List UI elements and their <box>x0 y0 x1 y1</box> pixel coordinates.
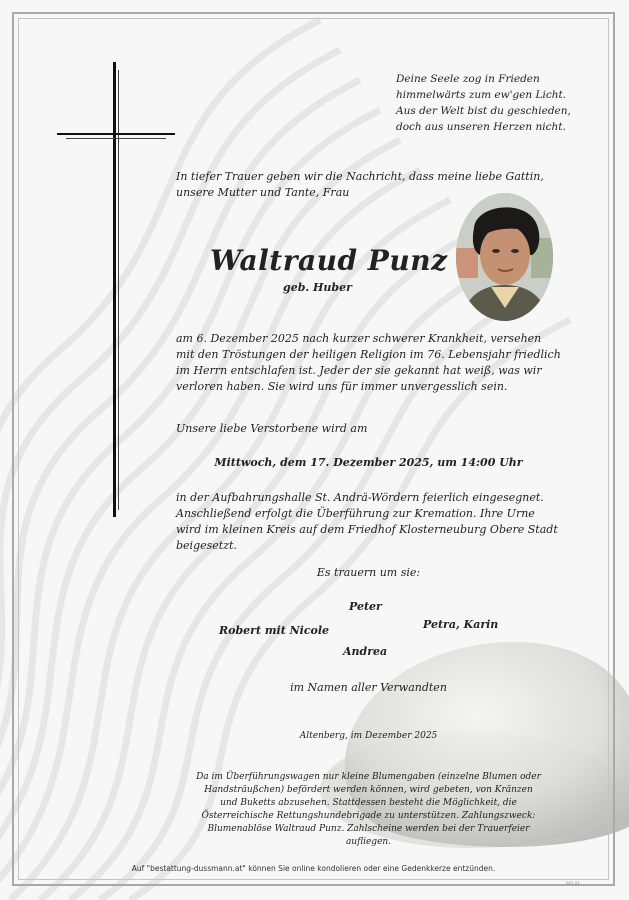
funeral-date: Mittwoch, dem 17. Dezember 2025, um 14:00 Uhr <box>214 456 523 469</box>
mourner-petra: Petra, Karin <box>423 618 499 631</box>
relatives-line: im Namen aller Verwandten <box>290 681 447 694</box>
place-date: Altenberg, im Dezember 2025 <box>299 731 438 741</box>
portrait-photo <box>456 193 553 321</box>
mourner-peter: Peter <box>349 600 382 613</box>
deceased-name: Waltraud Punz <box>210 244 448 277</box>
funeral-intro: Unsere liebe Verstorbene wird am <box>176 422 368 435</box>
mourner-robert: Robert mit Nicole <box>219 624 330 637</box>
print-code: 001.01 <box>566 881 580 886</box>
poem-line: doch aus unseren Herzen nicht. <box>396 121 566 133</box>
death-announcement: am 6. Dezember 2025 nach kurzer schwerer Krankheit, versehen mit den Tröstungen der heiligen Religion im 76. Lebensjahr friedlich im Herrn entschlafen ist. Jeder der sie gekannt hat weiß, was wir verloren haben. Sie wird uns für immer unvergesslich sein. <box>176 332 561 393</box>
poem-line: Aus der Welt bist du geschieden, <box>396 105 571 117</box>
cross-horizontal-bar <box>57 133 175 135</box>
condolence-footer: Auf "bestattung-dussmann.at" können Sie online kondolieren oder eine Gedenkkerze entzünden. <box>131 864 496 873</box>
mourner-andrea: Andrea <box>343 645 388 658</box>
portrait-illustration <box>456 193 553 321</box>
flower-donation-note: Da im Überführungswagen nur kleine Blumengaben (einzelne Blumen oder Handsträußchen) befördert werden können, wird gebeten, von Kränzen und Buketts abzusehen. Stattdessen besteht die Möglichkeit, die Österreichische Rettungshundebrigade zu unterstützen. Zahlungszweck: Blumenablöse Waltraud Punz. Zahlscheine werden bei der Trauerfeier aufliegen. <box>196 772 541 847</box>
birth-name: geb. Huber <box>283 281 352 294</box>
funeral-details: in der Aufbahrungshalle St. Andrä-Wördern feierlich eingesegnet. Anschließend erfolgt die Überführung zur Kremation. Ihre Urne wird im kleinen Kreis auf dem Friedhof Klosterneuburg Obere Stadt beigesetzt. <box>176 491 558 552</box>
poem-line: Deine Seele zog in Frieden <box>396 73 540 85</box>
intro-text: In tiefer Trauer geben wir die Nachricht, dass meine liebe Gattin, unsere Mutter und Tante, Frau <box>176 170 544 199</box>
mourners-heading: Es trauern um sie: <box>316 566 421 579</box>
cross-vertical-bar <box>113 62 116 517</box>
poem <box>396 71 596 135</box>
cross-horizontal-shadow <box>66 138 166 139</box>
inner-border <box>18 18 609 880</box>
cross-vertical-shadow <box>118 70 119 510</box>
poem-line: himmelwärts zum ew'gen Licht. <box>396 89 567 101</box>
